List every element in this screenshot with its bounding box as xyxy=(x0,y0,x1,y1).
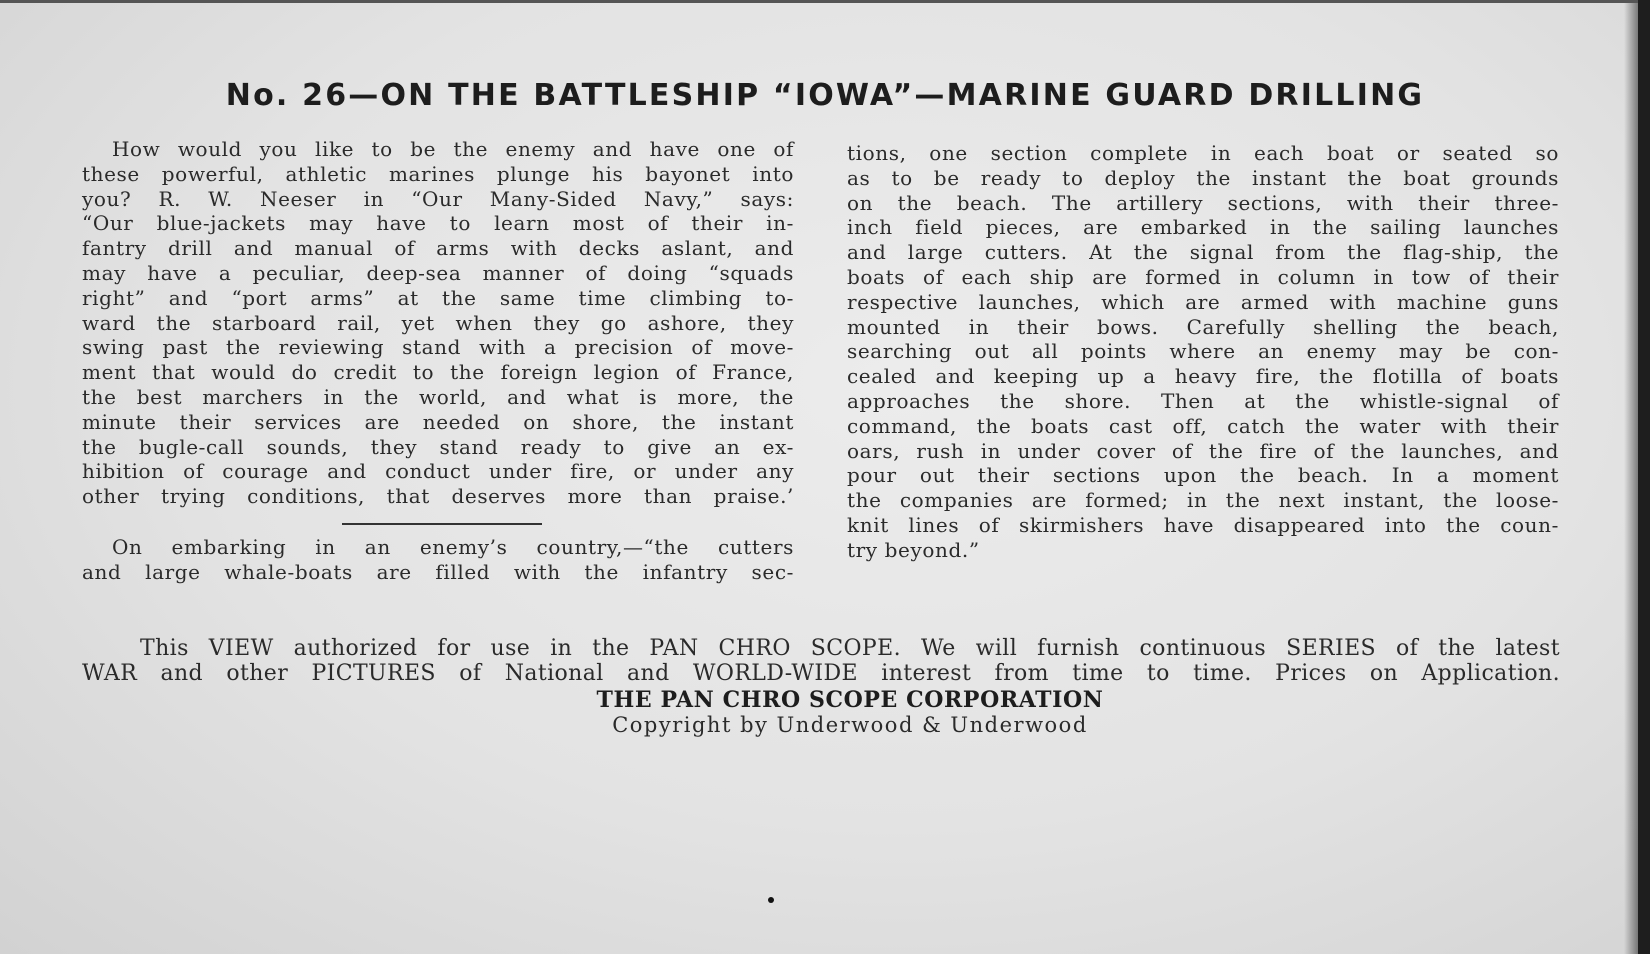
footer-line-2: WAR and other PICTURES of National and WORLD-WIDE interest from time to time. Prices on Application. xyxy=(82,661,1560,686)
text-line: and large whale-boats are filled with the infantry sec- xyxy=(82,559,794,584)
text-line: other trying conditions, that deserves more than praise.’ xyxy=(82,484,794,509)
text-line: command, the boats cast off, catch the water with their xyxy=(847,413,1559,438)
text-line: searching out all points where an enemy may be con- xyxy=(847,339,1559,364)
text-line: mounted in their bows. Carefully shelling the beach, xyxy=(847,314,1559,339)
text-line: oars, rush in under cover of the fire of the launches, and xyxy=(847,438,1559,463)
text-line: swing past the reviewing stand with a precision of move- xyxy=(82,335,794,360)
text-line: these powerful, athletic marines plunge his bayonet into xyxy=(82,161,794,186)
text-line: the bugle-call sounds, they stand ready to give an ex- xyxy=(82,434,794,459)
text-line: pour out their sections upon the beach. In a moment xyxy=(847,463,1559,488)
separator-rule xyxy=(342,523,542,525)
text-line: cealed and keeping up a heavy fire, the flotilla of boats xyxy=(847,364,1559,389)
text-line: try beyond.” xyxy=(847,537,980,562)
text-line: as to be ready to deploy the instant the boat grounds xyxy=(847,165,1559,190)
copyright-notice: Copyright by Underwood & Underwood xyxy=(612,713,1088,737)
text-line: respective launches, which are armed with machine guns xyxy=(847,289,1559,314)
paragraph-gap xyxy=(82,509,794,535)
text-line: How would you like to be the enemy and have one of xyxy=(112,137,794,161)
text-line: On embarking in an enemy’s country,—“the cutters xyxy=(112,534,794,559)
text-line: inch field pieces, are embarked in the sailing launches xyxy=(847,215,1559,240)
text-line: ward the starboard rail, yet when they go ashore, they xyxy=(82,310,794,335)
text-line: and large cutters. At the signal from the flag-ship, the xyxy=(847,240,1559,265)
text-line: knit lines of skirmishers have disappeared into the coun- xyxy=(847,512,1559,537)
right-column xyxy=(847,141,1559,563)
text-line: right” and “port arms” at the same time climbing to- xyxy=(82,285,794,310)
text-line: hibition of courage and conduct under fire, or under any xyxy=(82,459,794,484)
text-line: the best marchers in the world, and what is more, the xyxy=(82,384,794,409)
text-line: may have a peculiar, deep-sea manner of doing “squads xyxy=(82,260,794,285)
text-line: ment that would do credit to the foreign legion of France, xyxy=(82,360,794,385)
left-column xyxy=(82,137,794,585)
card-title: No. 26—ON THE BATTLESHIP “IOWA”—MARINE GUARD DRILLING xyxy=(225,78,1425,113)
corporation-name: THE PAN CHRO SCOPE CORPORATION xyxy=(596,687,1104,713)
card-edge-shadow xyxy=(1638,0,1650,954)
text-line: approaches the shore. Then at the whistle-signal of xyxy=(847,388,1559,413)
text-line: tions, one section complete in each boat or seated so xyxy=(847,141,1559,165)
text-line: “Our blue-jackets may have to learn most of their in- xyxy=(82,211,794,236)
text-line: boats of each ship are formed in column in tow of their xyxy=(847,264,1559,289)
text-line: you? R. W. Neeser in “Our Many-Sided Navy,” says: xyxy=(82,186,794,211)
text-line: minute their services are needed on shore, the instant xyxy=(82,409,794,434)
footer-line-1: This VIEW authorized for use in the PAN CHRO SCOPE. We will furnish continuous SERIES of the latest xyxy=(140,636,1560,661)
text-line: on the beach. The artillery sections, with their three- xyxy=(847,190,1559,215)
text-line: the companies are formed; in the next instant, the loose- xyxy=(847,488,1559,513)
printed-dot xyxy=(768,897,774,903)
text-line: fantry drill and manual of arms with decks aslant, and xyxy=(82,236,794,261)
